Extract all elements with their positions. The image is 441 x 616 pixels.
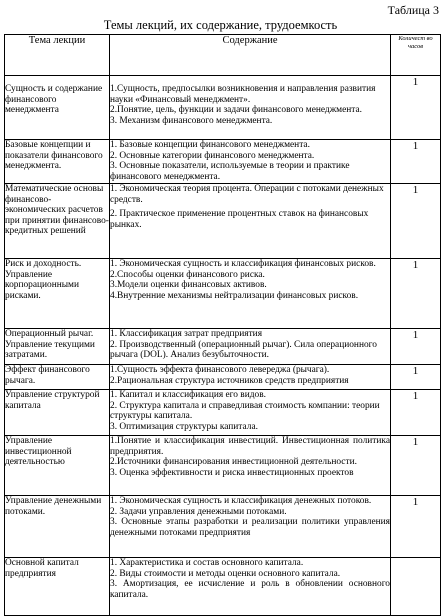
- content-item: 1. Капитал и классификация его видов.: [110, 390, 266, 400]
- topic-text: Сущность и содержание финансового менеджмента: [5, 84, 103, 116]
- topic-cell: [5, 184, 110, 259]
- content-item: 2. Структура капитала и справедливая стоимость компании: теории структуры капитала.: [110, 400, 380, 422]
- content-item: 2. Практическое применение процентных ставок на финансовых рынках.: [110, 209, 369, 230]
- content-cell: [110, 436, 391, 496]
- topic-cell: [5, 140, 110, 184]
- topic-text: Управление инвестиционной деятельностью: [5, 436, 72, 468]
- content-item: 2. Виды стоимости и методы оценки основного капитала.: [110, 568, 341, 579]
- content-item: 2.Способы оценки финансового риска.: [110, 269, 265, 280]
- topic-cell: [5, 76, 110, 140]
- table-row: [5, 365, 441, 390]
- topic-cell: [5, 329, 110, 365]
- column-header-content: Содержание: [110, 35, 391, 76]
- content-item: 3. Амортизация, ее исчисление и роль в обновлении основного капитала.: [110, 579, 390, 600]
- topic-cell: [5, 558, 110, 616]
- content-cell: [110, 259, 391, 329]
- content-cell: [110, 184, 391, 259]
- table-row: [5, 436, 441, 496]
- topic-text: Операционный рычаг. Управление текущими затратами.: [5, 329, 95, 361]
- content-item: 1. Экономическая сущность и классификация денежных потоков.: [110, 496, 372, 506]
- hours-cell: 1: [391, 390, 441, 436]
- table-row: [5, 259, 441, 329]
- table-row: [5, 184, 441, 259]
- table-row: [5, 390, 441, 436]
- document-title: Темы лекций, их содержание, трудоемкость: [103, 18, 338, 32]
- topic-text: Базовые концепции и показатели финансового менеджмента.: [5, 140, 103, 172]
- content-item: 3.Модели оценки финансовых активов.: [110, 280, 267, 291]
- content-item: 4.Внутренние механизмы нейтрализации финансовых рисков.: [110, 290, 359, 301]
- hours-cell: 1: [391, 436, 441, 496]
- lecture-topics-table: [4, 34, 441, 616]
- table-row: [5, 76, 441, 140]
- table-row: [5, 140, 441, 184]
- content-item: 2. Производственный (операционный рычаг). Сила операционного рычага (DOL). Анализ безубыточности.: [110, 339, 377, 361]
- content-item: 2.Рациональная структура источников средств предприятия: [110, 375, 349, 386]
- topic-text: Основной капитал предприятия: [5, 558, 79, 579]
- topic-text: Управление денежными потоками.: [5, 496, 102, 517]
- hours-cell: [391, 558, 441, 616]
- topic-cell: [5, 496, 110, 558]
- content-item: 3. Механизм финансового менеджмента.: [110, 115, 273, 126]
- content-cell: [110, 365, 391, 390]
- content-item: 3. Оценка эффективности и риска инвестиционных проектов: [110, 467, 354, 478]
- content-cell: [110, 140, 391, 184]
- hours-cell: 1: [391, 259, 441, 329]
- content-item: 2.Понятие, цель, функции и задачи финансового менеджмента.: [110, 105, 363, 116]
- content-cell: [110, 558, 391, 616]
- content-cell: [110, 496, 391, 558]
- content-item: 1. Базовые концепции финансового менеджмента.: [110, 140, 310, 150]
- table-row: [5, 496, 441, 558]
- table-number-label: Таблица 3: [387, 3, 439, 17]
- topic-text: Математические основы финансово-экономических расчетов при принятии финансово-кредитных решений: [5, 184, 109, 237]
- content-item: 3. Основные показатели, используемые в теории и практике финансового менеджмента.: [110, 161, 350, 182]
- column-header-topic: Тема лекции: [5, 35, 110, 76]
- content-cell: [110, 76, 391, 140]
- content-item: 3. Оптимизация структуры капитала.: [110, 421, 258, 432]
- table-row: [5, 558, 441, 616]
- table-header-row: [5, 35, 441, 76]
- column-header-hours: Количест во часов: [391, 35, 441, 76]
- content-item: 2. Основные категории финансового менеджмента.: [110, 150, 315, 161]
- content-cell: [110, 390, 391, 436]
- hours-cell: 1: [391, 365, 441, 390]
- content-item: 1.Сущность, предпосылки возникновения и направления развития науки «Финансовый менеджмент».: [110, 84, 376, 105]
- topic-text: Управление структурой капитала: [5, 390, 100, 411]
- topic-text: Эффект финансового рычага.: [5, 365, 90, 386]
- topic-cell: [5, 436, 110, 496]
- hours-cell: 1: [391, 140, 441, 184]
- topic-text: Риск и доходность. Управление корпорационными рисками.: [5, 259, 82, 301]
- content-item: 1. Классификация затрат предприятия: [110, 329, 263, 339]
- topic-cell: [5, 390, 110, 436]
- content-item: 1. Характеристика и состав основного капитала.: [110, 558, 304, 568]
- hours-cell: 1: [391, 329, 441, 365]
- content-item: 2. Задачи управления денежными потоками.: [110, 506, 287, 517]
- content-item: 1. Экономическая теория процента. Операции с потоками денежных средств.: [110, 184, 384, 205]
- topic-cell: [5, 365, 110, 390]
- content-cell: [110, 329, 391, 365]
- table-row: [5, 329, 441, 365]
- content-item: 3. Основные этапы разработки и реализации политики управления денежными потоками предприятия: [110, 517, 390, 538]
- hours-cell: 1: [391, 496, 441, 558]
- content-item: 2.Источники финансирования инвестиционной деятельности.: [110, 457, 357, 468]
- content-item: 1.Сущность эффекта финансового левереджа (рычага).: [110, 365, 330, 375]
- topic-cell: [5, 259, 110, 329]
- content-item: 1. Экономическая сущность и классификация финансовых рисков.: [110, 259, 376, 269]
- content-item: 1.Понятие и классификация инвестиций. Инвестиционная политика предприятия.: [110, 436, 390, 457]
- hours-cell: 1: [391, 184, 441, 259]
- hours-cell: 1: [391, 76, 441, 140]
